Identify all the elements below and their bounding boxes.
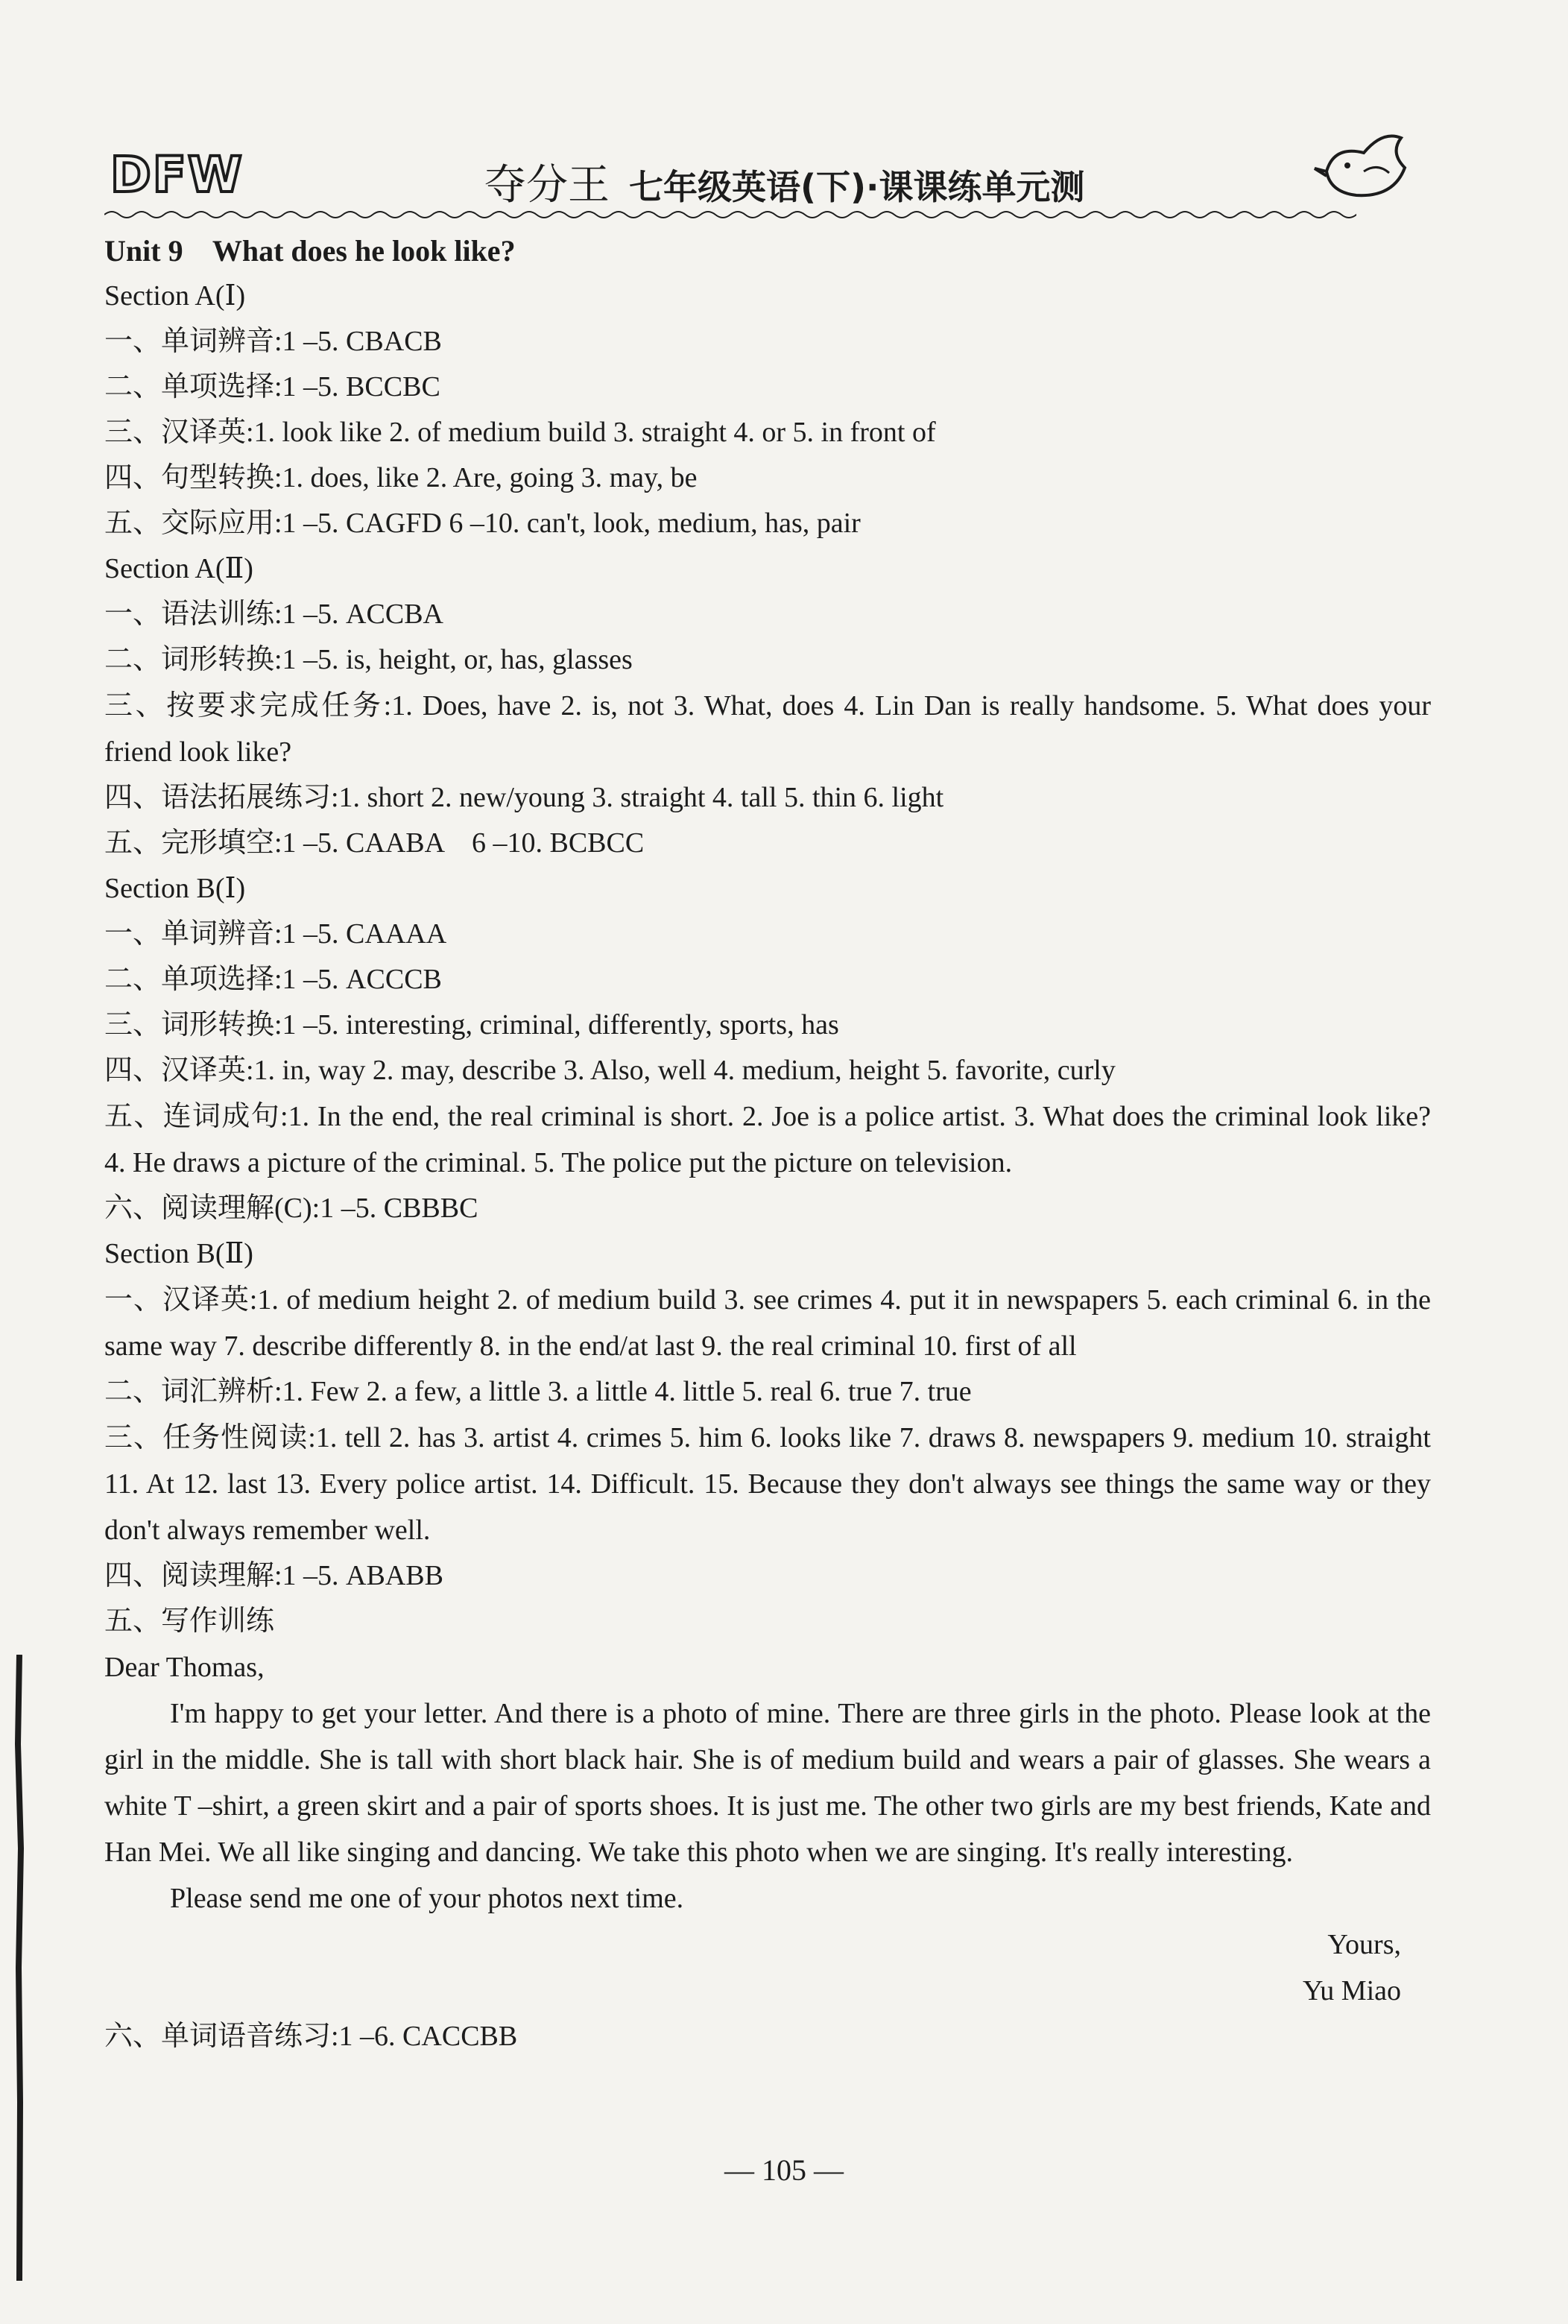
answer-line: 五、写作训练 — [104, 1605, 275, 1637]
answer-line: 四、汉译英:1. in, way 2. may, describe 3. Also, well 4. medium, height 5. favorite, curly — [104, 1055, 1116, 1086]
answer-line: 三、任务性阅读:1. tell 2. has 3. artist 4. crimes 5. him 6. looks like 7. draws 8. newspapers 9. medium 10. straight 11. At 12. last 13. Every police artist. 14. Difficult. 15. Because they don't always see things the same way or they don't always remember well. — [104, 1422, 1431, 1546]
sample-letter — [104, 1644, 1431, 2014]
answer-line: 三、词形转换:1 –5. interesting, criminal, differently, sports, has — [104, 1009, 839, 1041]
answer-line: 二、词汇辨析:1. Few 2. a few, a little 3. a little 4. little 5. real 6. true 7. true — [104, 1376, 972, 1407]
bird-icon — [1312, 127, 1423, 209]
answer-line: 一、单词辨音:1 –5. CBACB — [104, 326, 442, 357]
section-title: Section B(Ⅰ) — [104, 873, 246, 904]
book-title — [484, 152, 1085, 212]
section-title: Section A(Ⅰ) — [104, 280, 246, 312]
answer-content — [104, 228, 1431, 2059]
brand-name: 夺分王 — [484, 161, 610, 209]
answer-line: 六、阅读理解(C):1 –5. CBBBC — [104, 1193, 478, 1224]
answer-line: 五、完形填空:1 –5. CAABA 6 –10. BCBCC — [104, 827, 645, 859]
answer-line: 五、连词成句:1. In the end, the real criminal is short. 2. Joe is a police artist. 3. What does the criminal look like? 4. He draws a picture of the criminal. 5. The police put the picture on television. — [104, 1101, 1431, 1178]
answer-line: 一、单词辨音:1 –5. CAAAA — [104, 918, 447, 950]
book-subtitle: 七年级英语(下)·课课练单元测 — [629, 167, 1085, 207]
answer-line: 三、按要求完成任务:1. Does, have 2. is, not 3. What, does 4. Lin Dan is really handsome. 5. What does your friend look like? — [104, 690, 1431, 768]
section-title: Section B(Ⅱ) — [104, 1238, 253, 1269]
answer-line: 三、汉译英:1. look like 2. of medium build 3. straight 4. or 5. in front of — [104, 417, 936, 448]
letter-closing: Yours, — [1327, 1929, 1401, 1960]
letter-greeting: Dear Thomas, — [104, 1652, 265, 1683]
unit-title: Unit 9 What does he look like? — [104, 234, 516, 268]
letter-paragraph: I'm happy to get your letter. And there is a photo of mine. There are three girls in the photo. Please look at the girl in the middle. She is tall with short black hair. She is of medium build and wears a pair of glasses. She wears a white T –shirt, a green skirt and a pair of sports shoes. It is just me. The other two girls are my best friends, Kate and Han Mei. We all like singing and dancing. We take this photo when we are singing. It's really interesting. — [104, 1698, 1431, 1868]
answer-line: 四、句型转换:1. does, like 2. Are, going 3. may, be — [104, 462, 698, 493]
letter-signature: Yu Miao — [1303, 1975, 1401, 2006]
answer-line: 六、单词语音练习:1 –6. CACCBB — [104, 2021, 518, 2052]
letter-paragraph: Please send me one of your photos next time. — [170, 1883, 684, 1914]
answer-line: 二、词形转换:1 –5. is, height, or, has, glasses — [104, 644, 633, 675]
answer-line: 四、阅读理解:1 –5. ABABB — [104, 1560, 443, 1591]
dfw-logo: DFW — [110, 146, 244, 203]
header-wave-divider — [104, 209, 1356, 221]
answer-line: 一、语法训练:1 –5. ACCBA — [104, 599, 443, 630]
scan-edge-mark — [10, 1655, 28, 2281]
answer-line: 二、单项选择:1 –5. ACCCB — [104, 964, 442, 995]
answer-line: 一、汉译英:1. of medium height 2. of medium build 3. see crimes 4. put it in newspapers 5. each criminal 6. in the same way 7. describe differently 8. in the end/at last 9. the real criminal 10. first of all — [104, 1284, 1431, 1362]
answer-line: 五、交际应用:1 –5. CAGFD 6 –10. can't, look, medium, has, pair — [104, 508, 861, 539]
page-header — [0, 0, 1568, 231]
section-title: Section A(Ⅱ) — [104, 553, 253, 584]
page-number: — 105 — — [724, 2153, 844, 2187]
answer-line: 四、语法拓展练习:1. short 2. new/young 3. straight 4. tall 5. thin 6. light — [104, 782, 944, 813]
answer-line: 二、单项选择:1 –5. BCCBC — [104, 371, 440, 402]
